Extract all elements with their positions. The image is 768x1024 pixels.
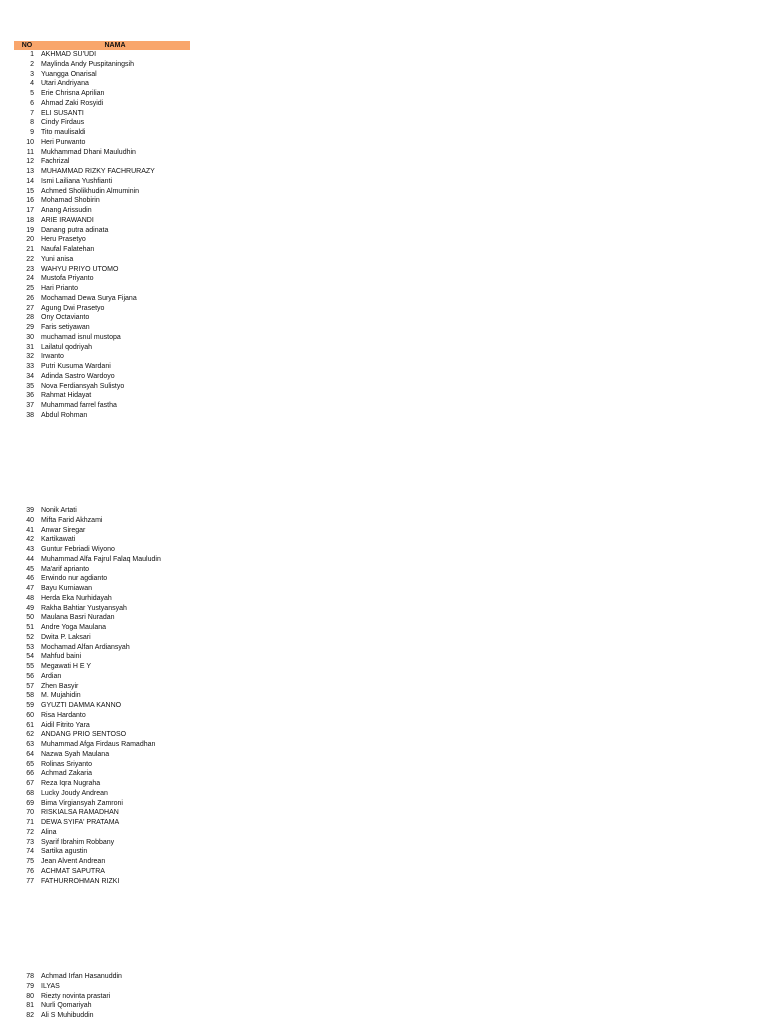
row-number: 31 — [26, 343, 34, 351]
table-row — [14, 304, 214, 314]
table-row — [14, 196, 214, 206]
table-row — [14, 662, 214, 672]
table-row — [14, 1001, 214, 1011]
row-number: 45 — [26, 565, 34, 573]
row-name: Reza Iqra Nugraha — [41, 780, 101, 787]
row-number: 29 — [26, 324, 34, 331]
row-number: 48 — [26, 594, 34, 602]
row-name: ARIE IRAWANDI — [41, 216, 94, 224]
table-row — [14, 235, 214, 245]
row-number: 54 — [26, 653, 34, 661]
row-name: Dwita P. Laksari — [41, 633, 91, 641]
row-number: 81 — [26, 1002, 34, 1010]
row-number: 10 — [26, 138, 34, 146]
row-name: Risa Hardanto — [41, 711, 86, 719]
row-number: 46 — [26, 575, 34, 583]
row-name: Muhammad farrel fastha — [41, 402, 117, 409]
row-number: 1 — [30, 51, 34, 58]
row-name: GYUZTI DAMMA KANNO — [41, 702, 122, 709]
table-row — [14, 672, 214, 682]
table-row — [14, 516, 214, 526]
table-row — [14, 70, 214, 80]
table-row — [14, 265, 214, 275]
row-name: Mochamad Dewa Surya Fijana — [41, 294, 137, 302]
table-row — [14, 391, 214, 401]
row-name: Yuangga Onarisal — [41, 70, 97, 78]
row-name: Nonik Artati — [41, 507, 77, 514]
row-number: 42 — [26, 536, 34, 544]
row-name: Ismi Lailiana Yushfianti — [41, 177, 113, 185]
row-number: 50 — [26, 614, 34, 622]
row-name: Erie Chrisna Aprilian — [41, 90, 105, 97]
row-name: Herda Eka Nurhidayah — [41, 594, 112, 602]
table-row — [14, 691, 214, 701]
table-row — [14, 352, 214, 362]
table-row — [14, 526, 214, 536]
table-row — [14, 652, 214, 662]
row-number: 63 — [26, 741, 34, 748]
row-number: 64 — [26, 750, 34, 758]
table-row — [14, 372, 214, 382]
table-row — [14, 721, 214, 731]
row-name: Danang putra adinata — [41, 226, 109, 234]
row-number: 12 — [26, 158, 34, 166]
row-number: 25 — [26, 285, 34, 292]
row-number: 9 — [30, 129, 34, 136]
table-row — [14, 574, 214, 584]
row-number: 43 — [26, 546, 34, 553]
table-row — [14, 333, 214, 343]
row-number: 44 — [26, 555, 34, 563]
row-number: 72 — [26, 828, 34, 836]
table-row — [14, 682, 214, 692]
row-name: Ali S Muhibuddin — [41, 1012, 94, 1019]
table-row — [14, 50, 214, 60]
row-name: Nurli Qomariyah — [41, 1002, 92, 1010]
row-number: 53 — [26, 643, 34, 651]
table-row — [14, 584, 214, 594]
row-number: 35 — [26, 382, 34, 390]
table-row — [14, 506, 214, 516]
table-section-3 — [14, 972, 214, 1021]
row-name: M. Mujahidin — [41, 692, 81, 700]
row-name: Putri Kusuma Wardani — [41, 363, 111, 370]
table-row — [14, 779, 214, 789]
table-row — [14, 877, 214, 887]
row-name: Andre Yoga Maulana — [41, 624, 106, 631]
row-number: 16 — [26, 197, 34, 205]
table-row — [14, 992, 214, 1002]
table-row — [14, 274, 214, 284]
row-name: Irwanto — [41, 353, 64, 361]
row-number: 26 — [26, 294, 34, 302]
row-number: 75 — [26, 858, 34, 865]
row-number: 49 — [26, 604, 34, 612]
table-row — [14, 148, 214, 158]
row-number: 32 — [26, 353, 34, 361]
table-row — [14, 535, 214, 545]
row-name: Abdul Rohman — [41, 411, 88, 419]
row-name: Maulana Basri Nuradan — [41, 614, 115, 622]
row-name: Hari Prianto — [41, 285, 78, 292]
row-number: 14 — [26, 177, 34, 185]
table-row — [14, 284, 214, 294]
row-number: 60 — [26, 711, 34, 719]
row-name: Bima Virgiansyah Zamroni — [41, 799, 123, 807]
row-number: 73 — [26, 838, 34, 846]
row-number: 21 — [26, 246, 34, 253]
row-number: 28 — [26, 314, 34, 322]
row-name: Cindy Firdaus — [41, 119, 85, 127]
table-row — [14, 245, 214, 255]
row-name: MUHAMMAD RIZKY FACHRURAZY — [41, 168, 155, 175]
row-name: ILYAS — [41, 982, 60, 990]
table-row — [14, 118, 214, 128]
row-name: muchamad isnul mustopa — [41, 333, 121, 341]
row-number: 76 — [26, 867, 34, 875]
row-number: 80 — [26, 992, 34, 1000]
row-number: 19 — [26, 226, 34, 234]
table-row — [14, 167, 214, 177]
row-number: 79 — [26, 982, 34, 990]
table-row — [14, 818, 214, 828]
row-number: 23 — [26, 265, 34, 273]
row-name: Aidil Fitrito Yara — [41, 721, 90, 729]
table-row — [14, 109, 214, 119]
table-row — [14, 701, 214, 711]
row-number: 82 — [26, 1012, 34, 1019]
table-row — [14, 255, 214, 265]
row-number: 5 — [30, 90, 34, 97]
table-row — [14, 60, 214, 70]
table-row — [14, 838, 214, 848]
row-name: Tito maulisaldi — [41, 129, 86, 136]
row-name: Rolinas Sriyanto — [41, 760, 92, 768]
row-name: Alina — [41, 828, 57, 836]
table-row — [14, 128, 214, 138]
row-name: Lucky Joudy Andrean — [41, 789, 108, 797]
row-name: Mahfud baini — [41, 653, 82, 661]
row-name: WAHYU PRIYO UTOMO — [41, 265, 119, 273]
row-name: FATHURROHMAN RIZKI — [41, 877, 120, 885]
row-number: 40 — [26, 516, 34, 524]
row-name: Yuni anisa — [41, 255, 74, 263]
row-name: Muhammad Alfa Fajrul Falaq Mauludin — [41, 555, 161, 563]
table-row — [14, 789, 214, 799]
row-name: Erwindo nur agdianto — [41, 575, 108, 583]
table-row — [14, 760, 214, 770]
row-name: Ony Octavianto — [41, 314, 90, 322]
table-row — [14, 594, 214, 604]
table-row — [14, 847, 214, 857]
table-row — [14, 411, 214, 421]
row-name: Fachrizal — [41, 158, 70, 166]
row-number: 58 — [26, 692, 34, 700]
row-name: Mochamad Alfan Ardiansyah — [41, 643, 130, 651]
row-number: 3 — [30, 70, 34, 78]
row-number: 33 — [26, 363, 34, 370]
row-number: 34 — [26, 372, 34, 380]
row-number: 70 — [26, 809, 34, 817]
table-row — [14, 545, 214, 555]
row-number: 20 — [26, 236, 34, 244]
table-row — [14, 740, 214, 750]
row-name: Adinda Sastro Wardoyo — [41, 372, 115, 380]
row-number: 55 — [26, 663, 34, 670]
table-row — [14, 808, 214, 818]
table-row — [14, 382, 214, 392]
row-number: 18 — [26, 216, 34, 224]
table-row — [14, 323, 214, 333]
row-number: 65 — [26, 760, 34, 768]
row-name: AKHMAD SU'UDI — [41, 51, 97, 58]
row-number: 78 — [26, 973, 34, 980]
row-name: Achmad Zakaria — [41, 770, 92, 778]
table-row — [14, 177, 214, 187]
table-row — [14, 828, 214, 838]
row-number: 37 — [26, 402, 34, 409]
row-number: 4 — [30, 80, 34, 88]
row-name: Mustofa Priyanto — [41, 275, 94, 283]
row-number: 61 — [26, 721, 34, 729]
table-row — [14, 972, 214, 982]
row-name: Achmed Sholikhudin Almuminin — [41, 187, 140, 195]
table-section-1 — [14, 50, 214, 421]
row-name: Faris setiyawan — [41, 324, 90, 331]
row-name: Heru Prasetyo — [41, 236, 86, 244]
table-row — [14, 604, 214, 614]
row-name: Mukhammad Dhani Mauludhin — [41, 148, 136, 156]
row-name: Maylinda Andy Puspitaningsih — [41, 60, 135, 68]
row-number: 27 — [26, 304, 34, 312]
row-number: 17 — [26, 207, 34, 214]
row-number: 68 — [26, 789, 34, 797]
row-name: Mohamad Shobirin — [41, 197, 100, 205]
table-row — [14, 187, 214, 197]
table-row — [14, 857, 214, 867]
table-row — [14, 89, 214, 99]
row-number: 30 — [26, 333, 34, 341]
row-number: 69 — [26, 799, 34, 807]
row-number: 11 — [26, 148, 34, 156]
row-number: 51 — [26, 624, 34, 631]
column-header-no: NO — [21, 42, 33, 49]
row-number: 67 — [26, 780, 34, 787]
row-name: ACHMAT SAPUTRA — [41, 867, 105, 875]
row-name: Ma'arif aprianto — [41, 565, 90, 573]
table-row — [14, 343, 214, 353]
row-name: Kartikawati — [41, 536, 76, 544]
row-number: 8 — [30, 119, 34, 127]
table-row — [14, 565, 214, 575]
row-name: ANDANG PRIO SENTOSO — [41, 731, 127, 739]
table-row — [14, 982, 214, 992]
row-number: 13 — [26, 168, 34, 175]
row-name: Naufal Falatehan — [41, 246, 95, 253]
row-name: Rakha Bahtiar Yustyansyah — [41, 604, 127, 612]
row-number: 6 — [30, 99, 34, 107]
table-row — [14, 99, 214, 109]
row-number: 7 — [30, 109, 34, 117]
row-number: 52 — [26, 633, 34, 641]
row-name: Rahmat Hidayat — [41, 392, 92, 400]
row-name: ELI SUSANTI — [41, 109, 84, 117]
table-header — [14, 41, 190, 50]
table-row — [14, 226, 214, 236]
row-name: Riezty novinta prastari — [41, 992, 111, 1000]
row-name: RISKIALSA RAMADHAN — [41, 809, 119, 817]
row-number: 22 — [26, 255, 34, 263]
table-row — [14, 730, 214, 740]
row-name: Mifta Farid Akhzami — [41, 516, 103, 524]
row-number: 57 — [26, 682, 34, 690]
row-name: Ahmad Zaki Rosyidi — [41, 99, 104, 107]
table-row — [14, 750, 214, 760]
row-number: 74 — [26, 848, 34, 856]
row-name: Nazwa Syah Maulana — [41, 750, 110, 758]
row-name: Guntur Febriadi Wiyono — [41, 546, 115, 553]
table-row — [14, 623, 214, 633]
row-number: 15 — [26, 187, 34, 195]
row-number: 39 — [26, 507, 34, 514]
table-section-2 — [14, 506, 214, 886]
row-name: Lailatul qodriyah — [41, 343, 92, 351]
name-table — [14, 41, 190, 50]
table-row — [14, 613, 214, 623]
table-row — [14, 294, 214, 304]
row-name: Achmad Irfan Hasanuddin — [41, 973, 122, 980]
column-header-nama: NAMA — [104, 42, 126, 49]
table-row — [14, 362, 214, 372]
table-row — [14, 138, 214, 148]
row-name: Anang Arissudin — [41, 207, 92, 214]
row-name: Agung Dwi Prasetyo — [41, 304, 105, 312]
row-number: 66 — [26, 770, 34, 778]
table-row — [14, 867, 214, 877]
row-number: 77 — [26, 877, 34, 885]
row-number: 47 — [26, 585, 34, 592]
table-row — [14, 555, 214, 565]
row-name: Sartika agustin — [41, 848, 88, 856]
table-row — [14, 313, 214, 323]
row-name: Utari Andriyana — [41, 80, 89, 88]
row-name: Bayu Kurniawan — [41, 585, 92, 592]
row-number: 2 — [30, 60, 34, 68]
row-name: Megawati H E Y — [41, 663, 92, 670]
row-name: Heri Purwanto — [41, 138, 86, 146]
table-row — [14, 1011, 214, 1021]
row-number: 56 — [26, 672, 34, 680]
row-name: Muhammad Afga Firdaus Ramadhan — [41, 741, 156, 748]
row-name: Syarif Ibrahim Robbany — [41, 838, 115, 846]
row-number: 24 — [26, 275, 34, 283]
table-row — [14, 633, 214, 643]
row-number: 62 — [26, 731, 34, 739]
row-number: 38 — [26, 411, 34, 419]
row-number: 41 — [26, 526, 34, 534]
table-row — [14, 799, 214, 809]
row-name: Zhen Basyir — [41, 682, 79, 690]
table-row — [14, 206, 214, 216]
row-name: Ardian — [41, 672, 62, 680]
table-row — [14, 79, 214, 89]
table-row — [14, 401, 214, 411]
row-number: 36 — [26, 392, 34, 400]
table-row — [14, 711, 214, 721]
row-number: 59 — [26, 702, 34, 709]
row-name: Jean Alvent Andrean — [41, 858, 106, 865]
table-row — [14, 643, 214, 653]
row-name: Nova Ferdiansyah Sulistyo — [41, 382, 125, 390]
row-name: Anwar Siregar — [41, 526, 86, 534]
table-row — [14, 157, 214, 167]
row-number: 71 — [26, 819, 34, 826]
table-row — [14, 216, 214, 226]
table-row — [14, 769, 214, 779]
row-name: DEWA SYIFA' PRATAMA — [41, 819, 120, 826]
